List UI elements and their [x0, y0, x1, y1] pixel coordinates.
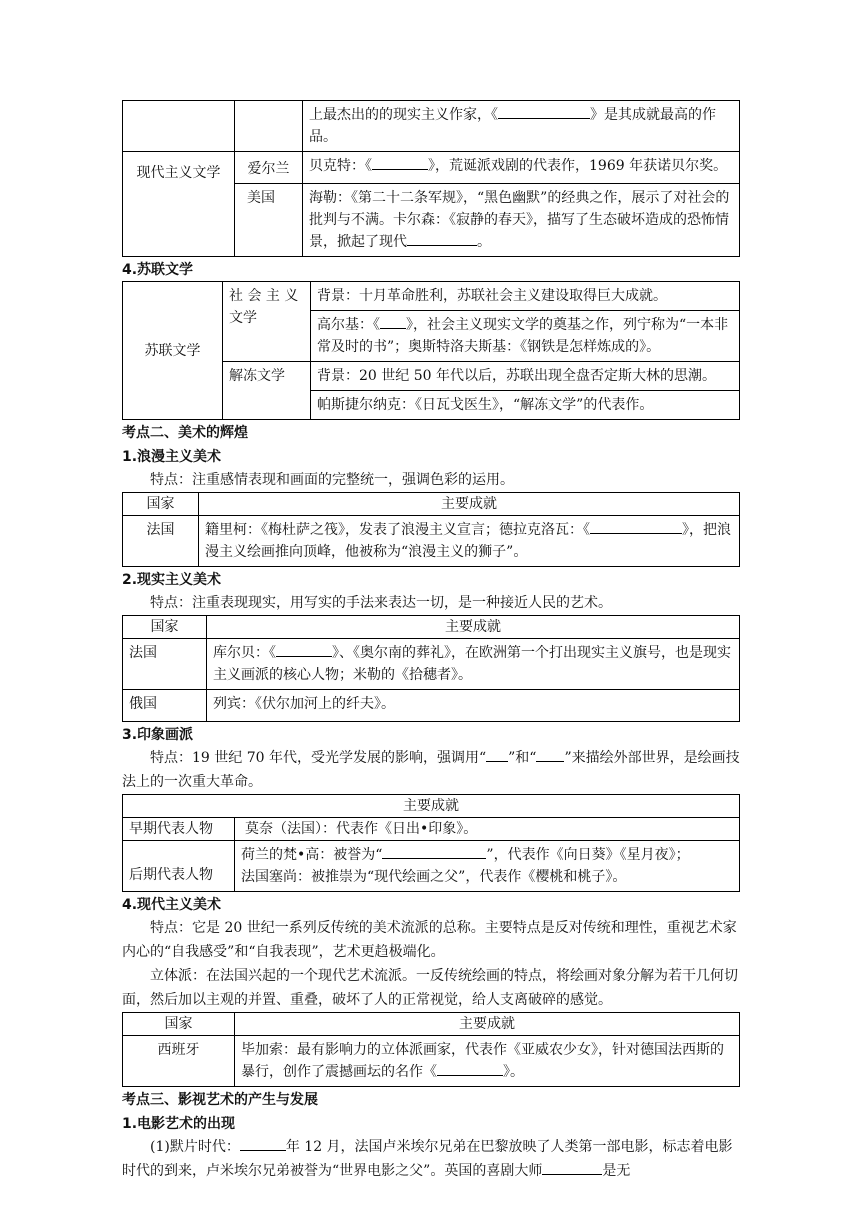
feature-text: 特点：注重感情表现和画面的完整统一，强调色彩的运用。 [150, 472, 514, 488]
country-cell: 法国 [123, 639, 207, 690]
table-row [123, 690, 740, 722]
country-cell: 美国 [235, 184, 303, 257]
table-row [123, 282, 740, 311]
country-cell: 爱尔兰 [235, 152, 303, 184]
feature-text: 特点：注重表现现实，用写实的手法来表达一切，是一种接近人民的艺术。 [150, 595, 612, 611]
modern-art-table [122, 1012, 740, 1087]
feature-text: 特点：它是 20 世纪一系列反传统的美术流派的总称。主要特点是反对传统和理性，重视艺术家内心的“自我感受”和“自我表现”，艺术更趋极端化。 [122, 920, 737, 960]
section-heading: 4.苏联文学 [122, 262, 194, 278]
fill-blank[interactable] [240, 1136, 286, 1151]
fill-blank[interactable] [382, 844, 486, 859]
country-cell: 俄国 [123, 690, 207, 722]
fill-blank[interactable] [486, 747, 508, 762]
modern-literature-table [122, 100, 740, 257]
feature-text: 特点：19 世纪 70 年代，受光学发展的影响，强调用“ ”和“ ”来描绘外部世界，是绘画技法上的一次重大革命。 [122, 746, 740, 794]
table-row [123, 493, 740, 516]
header-cell: 主要成就 [235, 1013, 740, 1036]
header-cell: 国家 [123, 616, 207, 639]
header-cell: 主要成就 [123, 795, 740, 818]
romantic-art-table [122, 492, 740, 567]
fill-blank[interactable] [536, 747, 564, 762]
subcategory-cell: 社 会 主 义 文学 [223, 282, 311, 362]
fill-blank[interactable] [542, 1160, 602, 1175]
table-cell: 海勒：《第二十二条军规》，“黑色幽默”的经典之作，展示了对社会的批判与不满。卡尔森：《寂静的春天》，描写了生态破坏造成的恐怖情景，掀起了现代 。 [303, 184, 740, 257]
realist-art-table [122, 615, 740, 722]
fill-blank[interactable] [407, 231, 477, 246]
table-row [123, 101, 740, 152]
table-row [123, 516, 740, 567]
period-cell: 后期代表人物 [123, 841, 235, 892]
table-row [123, 1013, 740, 1036]
table-cell: 库尔贝：《 》、《奥尔南的葬礼》，在欧洲第一个打出现实主义旗号，也是现实主义画派的核心人物；米勒的《拾穗者》。 [207, 639, 740, 690]
fill-blank[interactable] [498, 104, 590, 119]
table-cell: 上最杰出的的现实主义作家，《 》是其成就最高的作品。 [303, 101, 740, 152]
fill-blank[interactable] [380, 314, 406, 329]
category-cell: 苏联文学 [123, 282, 223, 420]
table-cell: 高尔基：《 》，社会主义现实文学的奠基之作，列宁称为“一本非常及时的书”；奥斯特洛夫斯基：《钢铁是怎样炼成的》。 [311, 311, 740, 362]
fill-blank[interactable] [590, 519, 682, 534]
table-row [123, 795, 740, 818]
table-row [123, 152, 740, 184]
table-cell: 籍里柯：《梅杜萨之筏》，发表了浪漫主义宣言；德拉克洛瓦：《 》，把浪漫主义绘画推向顶峰，他被称为“浪漫主义的狮子”。 [199, 516, 740, 567]
table-cell: 毕加索：最有影响力的立体派画家，代表作《亚威农少女》，针对德国法西斯的暴行，创作了震撼画坛的名作《 》。 [235, 1036, 740, 1087]
table-cell: 贝克特：《 》，荒诞派戏剧的代表作，1969 年获诺贝尔奖。 [303, 152, 740, 184]
body-text: (1)默片时代： 年 12 月，法国卢米埃尔兄弟在巴黎放映了人类第一部电影，标志着电影时代的到来，卢米埃尔兄弟被誉为“世界电影之父”。英国的喜剧大师 是无 [122, 1135, 740, 1183]
country-cell: 法国 [123, 516, 199, 567]
header-cell: 国家 [123, 493, 199, 516]
subsection-heading: 1.浪漫主义美术 [122, 449, 222, 465]
category-cell: 现代主义文学 [123, 152, 235, 257]
table-cell: 背景：十月革命胜利，苏联社会主义建设取得巨大成就。 [311, 282, 740, 311]
header-cell: 国家 [123, 1013, 235, 1036]
table-cell: 帕斯捷尔纳克：《日瓦戈医生》，“解冻文学”的代表作。 [311, 391, 740, 420]
table-row [123, 639, 740, 690]
fill-blank[interactable] [372, 155, 428, 170]
table-row [123, 818, 740, 841]
section-heading: 考点二、美术的辉煌 [122, 425, 248, 441]
table-row [123, 616, 740, 639]
table-row [123, 841, 740, 892]
country-cell: 西班牙 [123, 1036, 235, 1087]
soviet-literature-table [122, 281, 740, 420]
table-cell: 莫奈（法国）：代表作《日出•印象》。 [235, 818, 740, 841]
header-cell: 主要成就 [199, 493, 740, 516]
table-cell: 背景：20 世纪 50 年代以后，苏联出现全盘否定斯大林的思潮。 [311, 362, 740, 391]
table-row [123, 1036, 740, 1087]
cubism-text: 立体派：在法国兴起的一个现代艺术流派。一反传统绘画的特点，将绘画对象分解为若干几何切面，然后加以主观的并置、重叠，破坏了人的正常视觉，给人支离破碎的感觉。 [122, 968, 738, 1008]
header-cell: 主要成就 [207, 616, 740, 639]
subsection-heading: 3.印象画派 [122, 727, 194, 743]
table-cell: 列宾：《伏尔加河上的纤夫》。 [207, 690, 740, 722]
subsection-heading: 2.现实主义美术 [122, 572, 222, 588]
table-cell: 荷兰的梵•高：被誉为“ ”，代表作《向日葵》《星月夜》； 法国塞尚：被推崇为“现代绘画之父”，代表作《樱桃和桃子》。 [235, 841, 740, 892]
impressionism-table [122, 794, 740, 892]
document-page [122, 100, 740, 1183]
subsection-heading: 4.现代主义美术 [122, 897, 222, 913]
subcategory-cell: 解冻文学 [223, 362, 311, 420]
fill-blank[interactable] [437, 1061, 503, 1076]
subsection-heading: 1.电影艺术的出现 [122, 1116, 236, 1132]
fill-blank[interactable] [276, 642, 332, 657]
period-cell: 早期代表人物 [123, 818, 235, 841]
section-heading: 考点三、影视艺术的产生与发展 [122, 1092, 318, 1108]
